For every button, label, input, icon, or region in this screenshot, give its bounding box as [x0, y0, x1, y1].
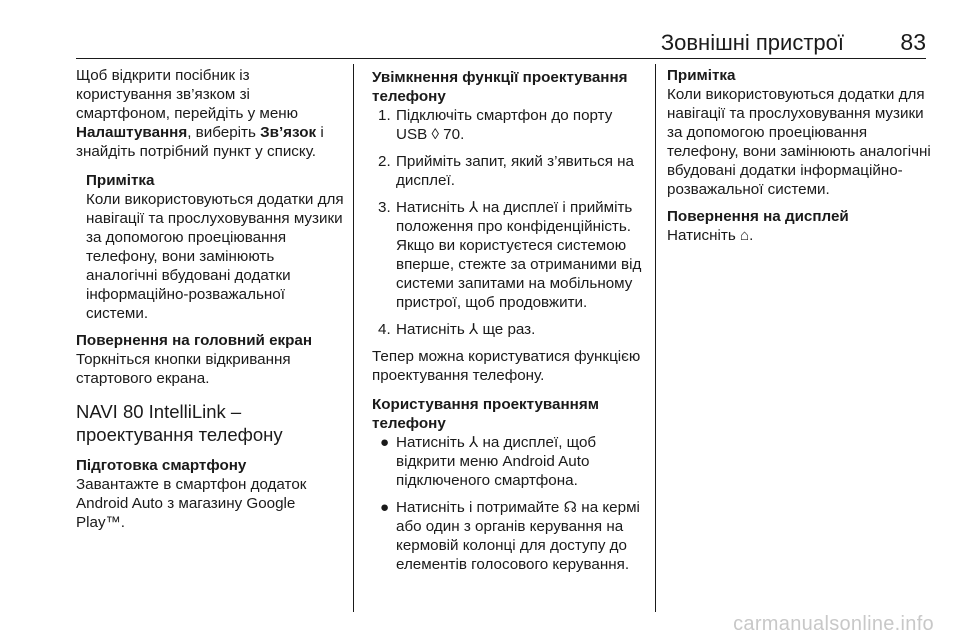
menu-connection: Зв’язок — [260, 124, 317, 141]
page-number: 83 — [900, 29, 926, 55]
column-2 — [372, 66, 647, 582]
note-text: Коли використовуються додатки для навігації та прослуховування музики за допомогою проеціювання телефону, вони замінюють аналогічні вбудовані додатки інформаційно-розважальної системи. — [667, 86, 931, 198]
column-1 — [76, 66, 346, 532]
column-3 — [667, 66, 935, 245]
section-heading-prepare: Підготовка смартфону — [76, 457, 247, 474]
step-number: 2. — [378, 153, 391, 170]
step-number: 1. — [378, 107, 391, 124]
note-title: Примітка — [667, 67, 736, 84]
step-text: Прийміть запит, який з’явиться на дисплеї. — [396, 153, 634, 189]
chapter-title: Зовнішні пристрої — [660, 30, 844, 55]
step-number: 4. — [378, 321, 391, 338]
list-item — [372, 320, 647, 339]
list-item — [372, 106, 647, 144]
step-number: 3. — [378, 199, 391, 216]
step-text: Натисніть ⅄ на дисплеї і прийміть положення про конфіденційність. Якщо ви користуєтеся системою вперше, стежте за отриманими від системи запитами на мобільному пристрої, щоб продовжити. — [396, 199, 642, 311]
after-steps-text: Тепер можна користуватися функцією проектування телефону. — [372, 348, 641, 384]
column-divider-1 — [353, 64, 354, 612]
list-item — [372, 433, 647, 490]
note-block — [667, 66, 935, 199]
column-divider-2 — [655, 64, 656, 612]
bullet-text: Натисніть і потримайте ☊ на кермі або один з органів керування на кермовій колонці для доступу до елементів голосового керування. — [396, 499, 640, 573]
step-text: Підключіть смартфон до порту USB ◊ 70. — [396, 107, 613, 143]
section-text-prepare: Завантажте в смартфон додаток Android Auto з магазину Google Play™. — [76, 476, 307, 531]
section-heading-enable: Увімкнення функції проектування телефону — [372, 69, 628, 105]
section-text-home: Торкніться кнопки відкривання стартового екрана. — [76, 351, 291, 387]
section-heading-return: Повернення на дисплей — [667, 208, 849, 225]
bullet-icon: ● — [380, 499, 390, 516]
steps-list — [372, 106, 647, 339]
step-text: Натисніть ⅄ ще раз. — [396, 321, 536, 338]
section-heading-use: Користування проектуванням телефону — [372, 396, 599, 432]
bullet-icon: ● — [380, 434, 390, 451]
note-title: Примітка — [86, 172, 155, 189]
intro-text-e: і знайдіть потрібний пункт у списку. — [76, 124, 324, 160]
intro-text-c: , виберіть — [187, 124, 261, 141]
section-heading-home: Повернення на головний екран — [76, 332, 313, 349]
list-item — [372, 498, 647, 574]
list-item — [372, 198, 647, 312]
note-block — [86, 171, 346, 323]
bullet-text: Натисніть ⅄ на дисплеї, щоб відкрити меню Android Auto підключеного смартфона. — [396, 434, 597, 489]
main-heading: NAVI 80 IntelliLink – проектування телефону — [76, 401, 283, 445]
note-text: Коли використовуються додатки для навігації та прослуховування музики за допомогою проеціювання телефону, вони замінюють аналогічні вбудовані додатки інформаційно-розважальної системи. — [86, 191, 344, 322]
section-text-return: Натисніть ⌂. — [667, 227, 754, 244]
bullet-list — [372, 433, 647, 574]
list-item — [372, 152, 647, 190]
intro-text-a: Щоб відкрити посібник із користування зв’язком зі смартфоном, перейдіть у меню — [76, 67, 299, 122]
intro-paragraph — [76, 66, 346, 161]
menu-settings: Налаштування — [76, 124, 188, 141]
page-header — [76, 20, 926, 56]
watermark: carmanualsonline.info — [733, 613, 934, 635]
header-rule — [76, 58, 926, 59]
